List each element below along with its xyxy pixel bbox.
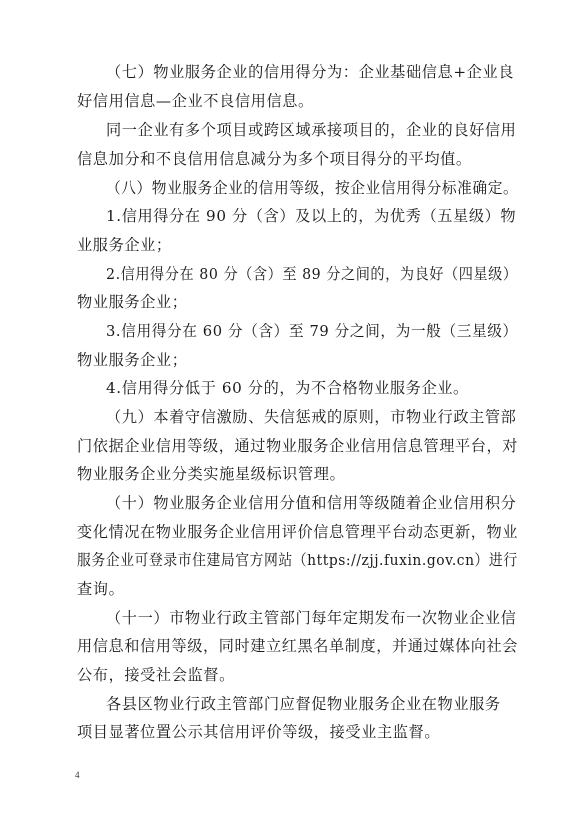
text-line: 3.信用得分在 60 分（含）至 79 分之间，为一般（三星级） (106, 322, 518, 340)
text-line: （七）物业服务企业的信用得分为：企业基础信息+企业良 (106, 63, 515, 81)
text-line: 4.信用得分低于 60 分的，为不合格物业服务企业。 (106, 379, 469, 397)
text-line: 服务企业可登录市住建局官方网站（https://zjj.fuxin.gov.cn）进行 (77, 551, 518, 569)
text-line: 公布，接受社会监督。 (77, 666, 235, 684)
text-line: 同一企业有多个项目或跨区域承接项目的，企业的良好信用 (106, 121, 517, 139)
text-line: 物业服务企业； (77, 293, 188, 311)
text-line: 信息加分和不良信用信息减分为多个项目得分的平均值。 (77, 150, 472, 168)
text-line: 变化情况在物业服务企业信用评价信息管理平台动态更新，物业 (77, 523, 519, 541)
text-line: （九）本着守信激励、失信惩戒的原则，市物业行政主管部 (106, 408, 517, 426)
text-line: （八）物业服务企业的信用等级，按企业信用得分标准确定。 (106, 179, 519, 197)
text-line: 好信用信息—企业不良信用信息。 (77, 92, 314, 110)
page-number: 4 (75, 770, 80, 780)
text-line: 用信息和信用等级，同时建立红黑名单制度，并通过媒体向社会 (77, 637, 519, 655)
text-line: 1.信用得分在 90 分（含）及以上的，为优秀（五星级）物 (106, 207, 517, 225)
text-line: 业服务企业； (77, 236, 172, 254)
text-line: 2.信用得分在 80 分（含）至 89 分之间的，为良好（四星级） (106, 265, 518, 283)
text-line: （十一）市物业行政主管部门每年定期发布一次物业企业信 (106, 609, 517, 627)
text-line: 门依据企业信用等级，通过物业服务企业信用信息管理平台，对 (77, 437, 519, 455)
text-line: 项目显著位置公示其信用评价等级，接受业主监督。 (77, 723, 441, 741)
text-line: （十）物业服务企业信用分值和信用等级随着企业信用积分 (106, 494, 517, 512)
text-line: 物业服务企业分类实施星级标识管理。 (77, 465, 346, 483)
text-line: 各县区物业行政主管部门应督促物业服务企业在物业服务 (106, 695, 501, 713)
text-line: 物业服务企业； (77, 351, 188, 369)
text-line: 查询。 (77, 580, 125, 598)
